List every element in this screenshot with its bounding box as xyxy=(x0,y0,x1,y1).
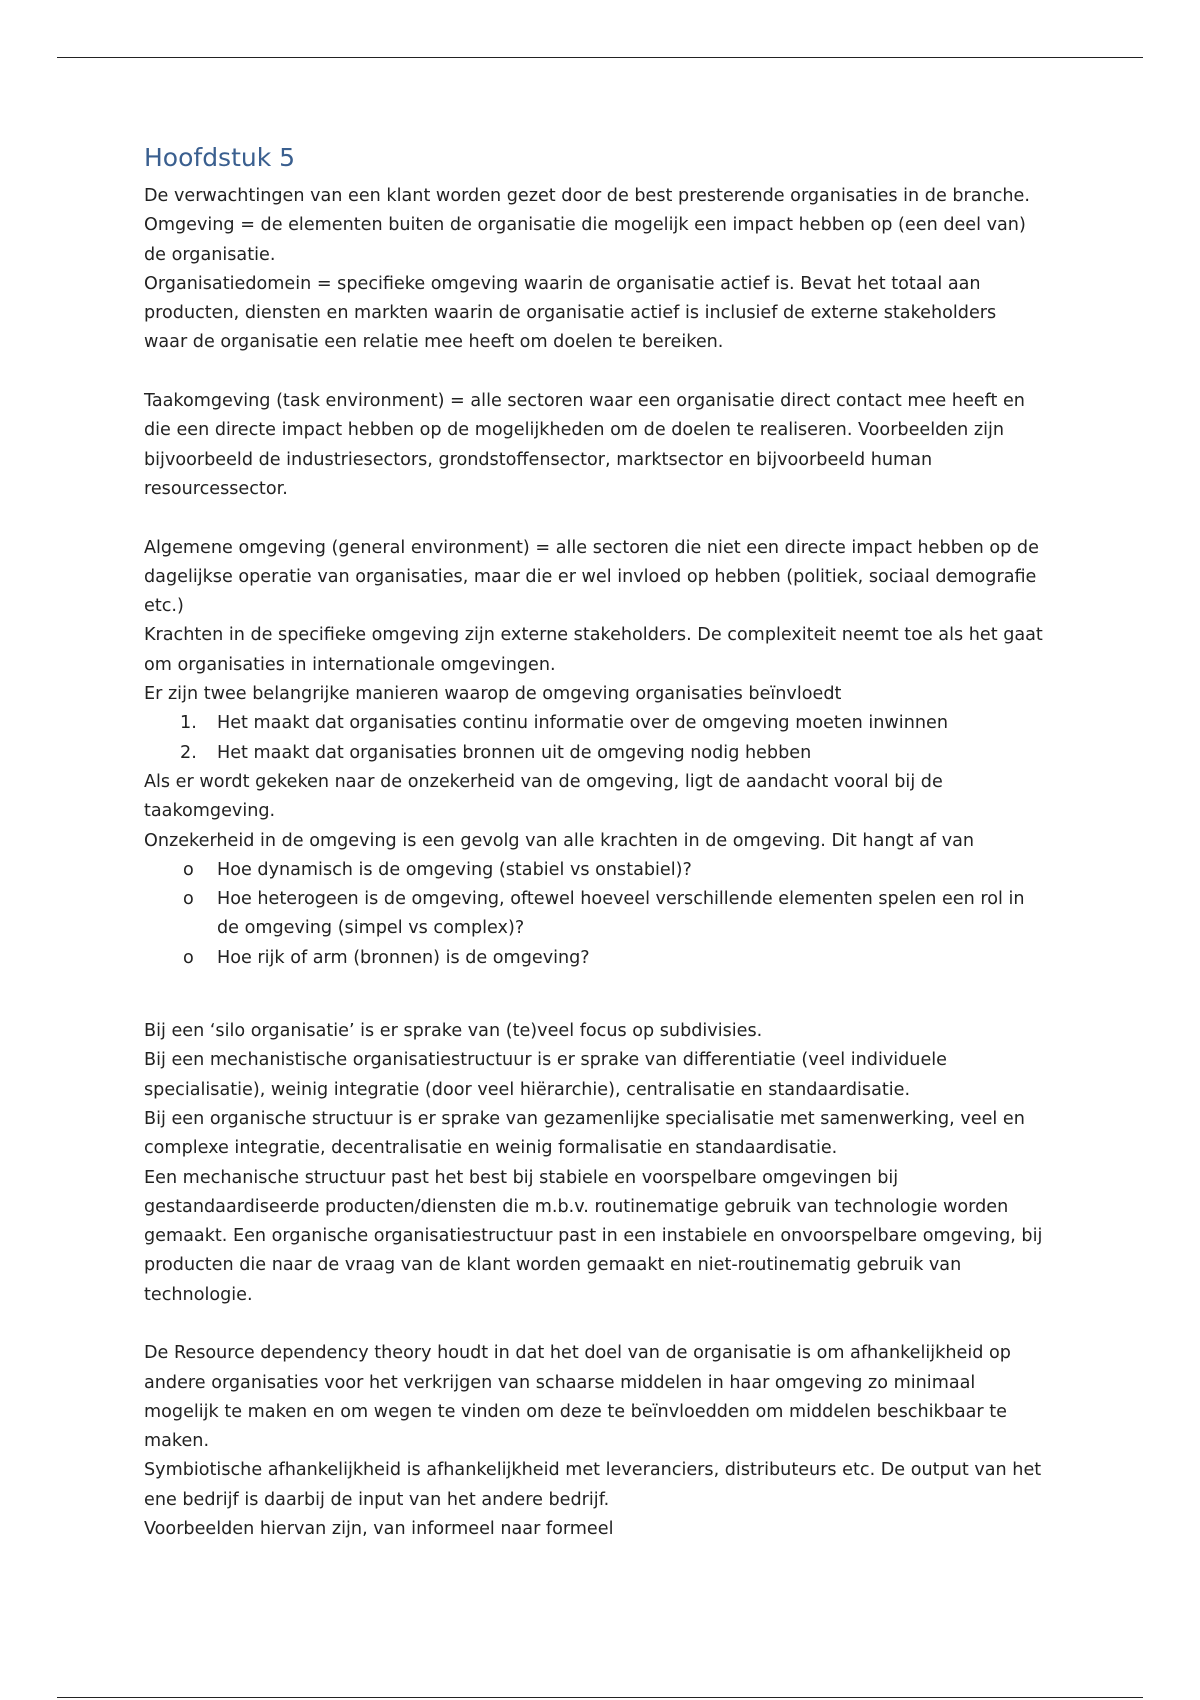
text-line: Bij een ‘silo organisatie’ is er sprake van (te)veel focus op subdivisies. xyxy=(144,1021,763,1042)
chapter-heading: Hoofdstuk 5 xyxy=(144,143,296,172)
text-line: taakomgeving. xyxy=(144,801,276,822)
paragraph-intro xyxy=(144,182,1064,358)
list-item xyxy=(144,709,1064,738)
text-line: mogelijk te maken en om wegen te vinden om deze te beïnvloedden om middelen beschikbaar te xyxy=(144,1401,1007,1422)
text-line: Er zijn twee belangrijke manieren waarop de omgeving organisaties beïnvloedt xyxy=(144,684,842,705)
text-line: Taakomgeving (task environment) = alle sectoren waar een organisatie direct contact mee heeft en xyxy=(144,391,1025,412)
paragraph-spacer xyxy=(144,973,1064,1017)
text-line: producten die naar de vraag van de klant worden gemaakt en niet-routinematig gebruik van xyxy=(144,1255,962,1276)
text-line: om organisaties in internationale omgevingen. xyxy=(144,654,556,675)
paragraph-uncertainty xyxy=(144,768,1064,856)
text-line: Symbiotische afhankelijkheid is afhankelijkheid met leveranciers, distributeurs etc. De output van het xyxy=(144,1460,1042,1481)
paragraph-spacer xyxy=(144,504,1064,533)
list-item-text: Hoe dynamisch is de omgeving (stabiel vs onstabiel)? xyxy=(217,859,692,880)
text-line: De verwachtingen van een klant worden gezet door de best presterende organisaties in de branche. xyxy=(144,186,1030,206)
text-line: gemaakt. Een organische organisatiestructuur past in een instabiele en onvoorspelbare omgeving, bij xyxy=(144,1226,1043,1247)
paragraph-general-environment xyxy=(144,534,1064,710)
list-number: 2. xyxy=(180,742,197,763)
text-line: maken. xyxy=(144,1431,210,1452)
list-item xyxy=(144,944,1064,973)
text-line: Een mechanische structuur past het best bij stabiele en voorspelbare omgevingen bij xyxy=(144,1167,899,1188)
text-line: etc.) xyxy=(144,596,184,617)
list-number: 1. xyxy=(180,713,197,734)
text-line: Organisatiedomein = specifieke omgeving waarin de organisatie actief is. Bevat het totaal aan xyxy=(144,273,981,294)
text-line: Krachten in de specifieke omgeving zijn externe stakeholders. De complexiteit neemt toe als het gaat xyxy=(144,625,1043,646)
paragraph-spacer xyxy=(144,1310,1064,1339)
text-line: gestandaardiseerde producten/diensten die m.b.v. routinematige gebruik van technologie worden xyxy=(144,1196,1009,1217)
text-line: producten, diensten en markten waarin de organisatie actief is inclusief de externe stakeholders xyxy=(144,303,997,324)
text-line: De Resource dependency theory houdt in dat het doel van de organisatie is om afhankelijkheid op xyxy=(144,1343,1011,1364)
text-line: dagelijkse operatie van organisaties, maar die er wel invloed op hebben (politiek, sociaal demografie xyxy=(144,566,1037,587)
list-item xyxy=(144,885,1064,944)
text-line: Algemene omgeving (general environment) = alle sectoren die niet een directe impact hebben op de xyxy=(144,537,1039,558)
text-line: andere organisaties voor het verkrijgen van schaarse middelen in haar omgeving zo minimaal xyxy=(144,1372,976,1393)
text-line: ene bedrijf is daarbij de input van het andere bedrijf. xyxy=(144,1489,610,1510)
list-item xyxy=(144,739,1064,768)
bullet-list xyxy=(144,856,1064,973)
list-item-text: Hoe heterogeen is de omgeving, oftewel hoeveel verschillende elementen spelen een rol in xyxy=(217,889,1025,910)
text-line: Bij een mechanistische organisatiestructuur is er sprake van differentiatie (veel individuele xyxy=(144,1050,947,1071)
text-line: de organisatie. xyxy=(144,244,276,265)
list-item-text-continued: de omgeving (simpel vs complex)? xyxy=(217,918,525,939)
text-line: resourcessector. xyxy=(144,478,288,499)
text-line: Omgeving = de elementen buiten de organisatie die mogelijk een impact hebben op (een deel van) xyxy=(144,215,1026,236)
bullet-marker: o xyxy=(183,947,194,968)
text-line: Als er wordt gekeken naar de onzekerheid van de omgeving, ligt de aandacht vooral bij de xyxy=(144,771,943,792)
list-item-text: Het maakt dat organisaties continu informatie over de omgeving moeten inwinnen xyxy=(217,713,948,734)
bullet-marker: o xyxy=(183,889,194,910)
text-line: complexe integratie, decentralisatie en weinig formalisatie en standaardisatie. xyxy=(144,1138,838,1159)
text-line: specialisatie), weinig integratie (door veel hiërarchie), centralisatie en standaardisatie. xyxy=(144,1079,911,1100)
paragraph-resource-dependency xyxy=(144,1339,1064,1544)
text-line: waar de organisatie een relatie mee heeft om doelen te bereiken. xyxy=(144,332,724,353)
text-line: Onzekerheid in de omgeving is een gevolg van alle krachten in de omgeving. Dit hangt af van xyxy=(144,830,975,851)
list-item xyxy=(144,856,1064,885)
numbered-list xyxy=(144,709,1064,768)
header-rule xyxy=(57,57,1143,58)
paragraph-structures xyxy=(144,1017,1064,1310)
list-item-text: Hoe rijk of arm (bronnen) is de omgeving? xyxy=(217,947,590,968)
text-line: Voorbeelden hiervan zijn, van informeel naar formeel xyxy=(144,1519,614,1540)
paragraph-spacer xyxy=(144,358,1064,387)
bullet-marker: o xyxy=(183,859,194,880)
document-body xyxy=(144,140,1064,1544)
footer-rule xyxy=(57,1697,1143,1698)
text-line: die een directe impact hebben op de mogelijkheden om de doelen te realiseren. Voorbeelden zijn xyxy=(144,420,1005,441)
list-item-text: Het maakt dat organisaties bronnen uit de omgeving nodig hebben xyxy=(217,742,812,763)
text-line: bijvoorbeeld de industriesectors, grondstoffensector, marktsector en bijvoorbeeld human xyxy=(144,449,933,470)
text-line: technologie. xyxy=(144,1284,253,1305)
text-line: Bij een organische structuur is er sprake van gezamenlijke specialisatie met samenwerking, veel en xyxy=(144,1108,1025,1129)
paragraph-task-environment xyxy=(144,387,1064,504)
